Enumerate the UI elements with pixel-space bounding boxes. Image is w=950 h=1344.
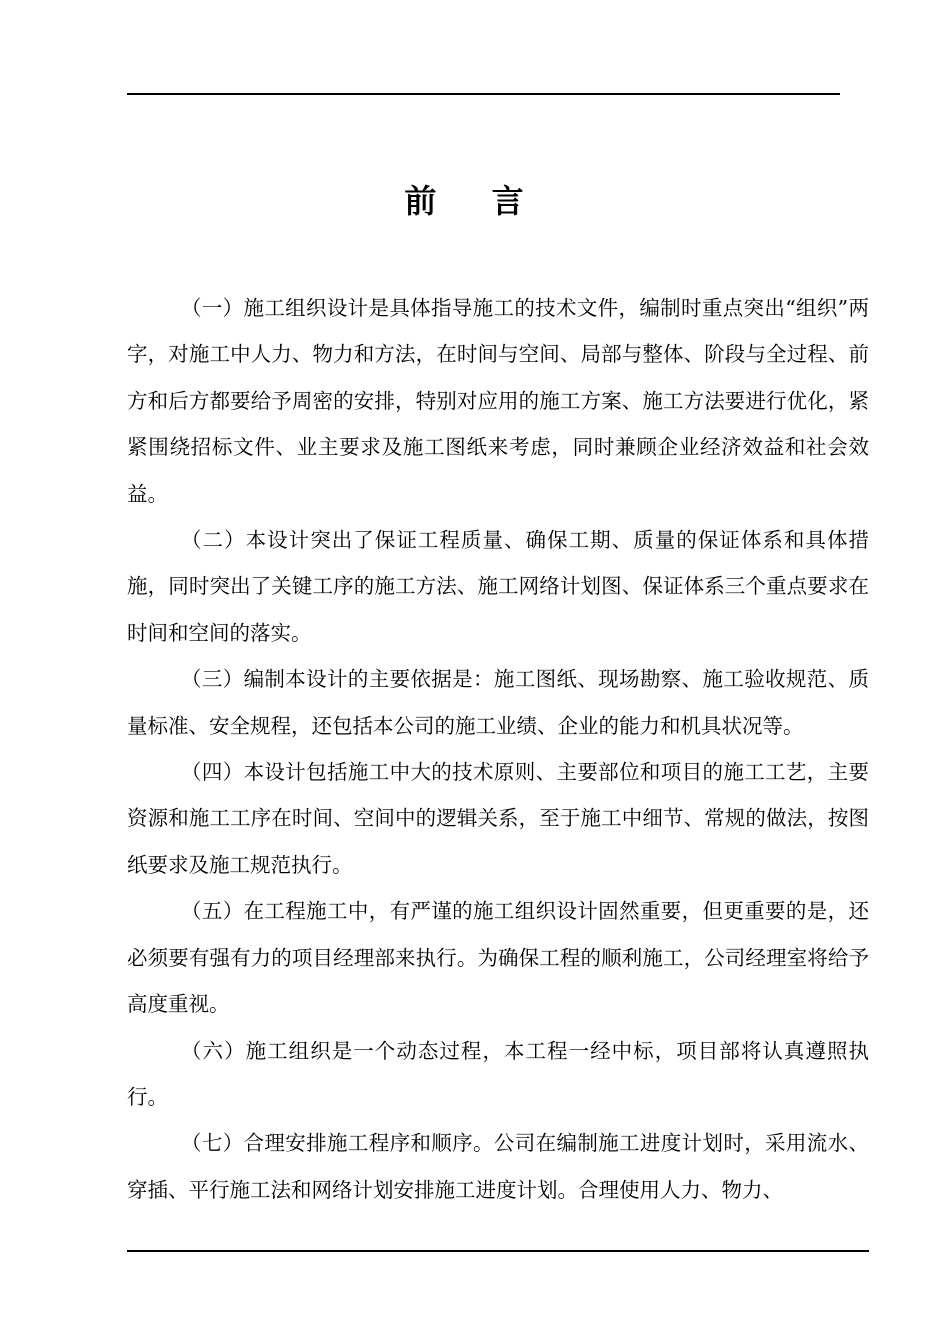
header-rule [127, 93, 840, 95]
preface-body [127, 285, 869, 1213]
paragraph-4: （四）本设计包括施工中大的技术原则、主要部位和项目的施工工艺，主要资源和施工工序在时间、空间中的逻辑关系，至于施工中细节、常规的做法，按图纸要求及施工规范执行。 [127, 760, 869, 877]
footer-rule [127, 1250, 869, 1252]
paragraph-1: （一）施工组织设计是具体指导施工的技术文件，编制时重点突出“组织”两字，对施工中人力、物力和方法，在时间与空间、局部与整体、阶段与全过程、前方和后方都要给予周密的安排，特别对应用的施工方案、施工方法要进行优化，紧紧围绕招标文件、业主要求及施工图纸来考虑，同时兼顾企业经济效益和社会效益。 [127, 296, 869, 506]
paragraph-5: （五）在工程施工中，有严谨的施工组织设计固然重要，但更重要的是，还必须要有强有力的项目经理部来执行。为确保工程的顺利施工，公司经理室将给予高度重视。 [127, 899, 869, 1017]
paragraph-6: （六）施工组织是一个动态过程，本工程一经中标，项目部将认真遵照执行。 [127, 1038, 869, 1109]
page-title: 前 言 [404, 182, 546, 221]
paragraph-7: （七）合理安排施工程序和顺序。公司在编制施工进度计划时，采用流水、穿插、平行施工法和网络计划安排施工进度计划。合理使用人力、物力、 [127, 1131, 869, 1202]
paragraph-3: （三）编制本设计的主要依据是：施工图纸、现场勘察、施工验收规范、质量标准、安全规程，还包括本公司的施工业绩、企业的能力和机具状况等。 [127, 667, 869, 738]
paragraph-2: （二）本设计突出了保证工程质量、确保工期、质量的保证体系和具体措施，同时突出了关键工序的施工方法、施工网络计划图、保证体系三个重点要求在时间和空间的落实。 [127, 528, 869, 645]
